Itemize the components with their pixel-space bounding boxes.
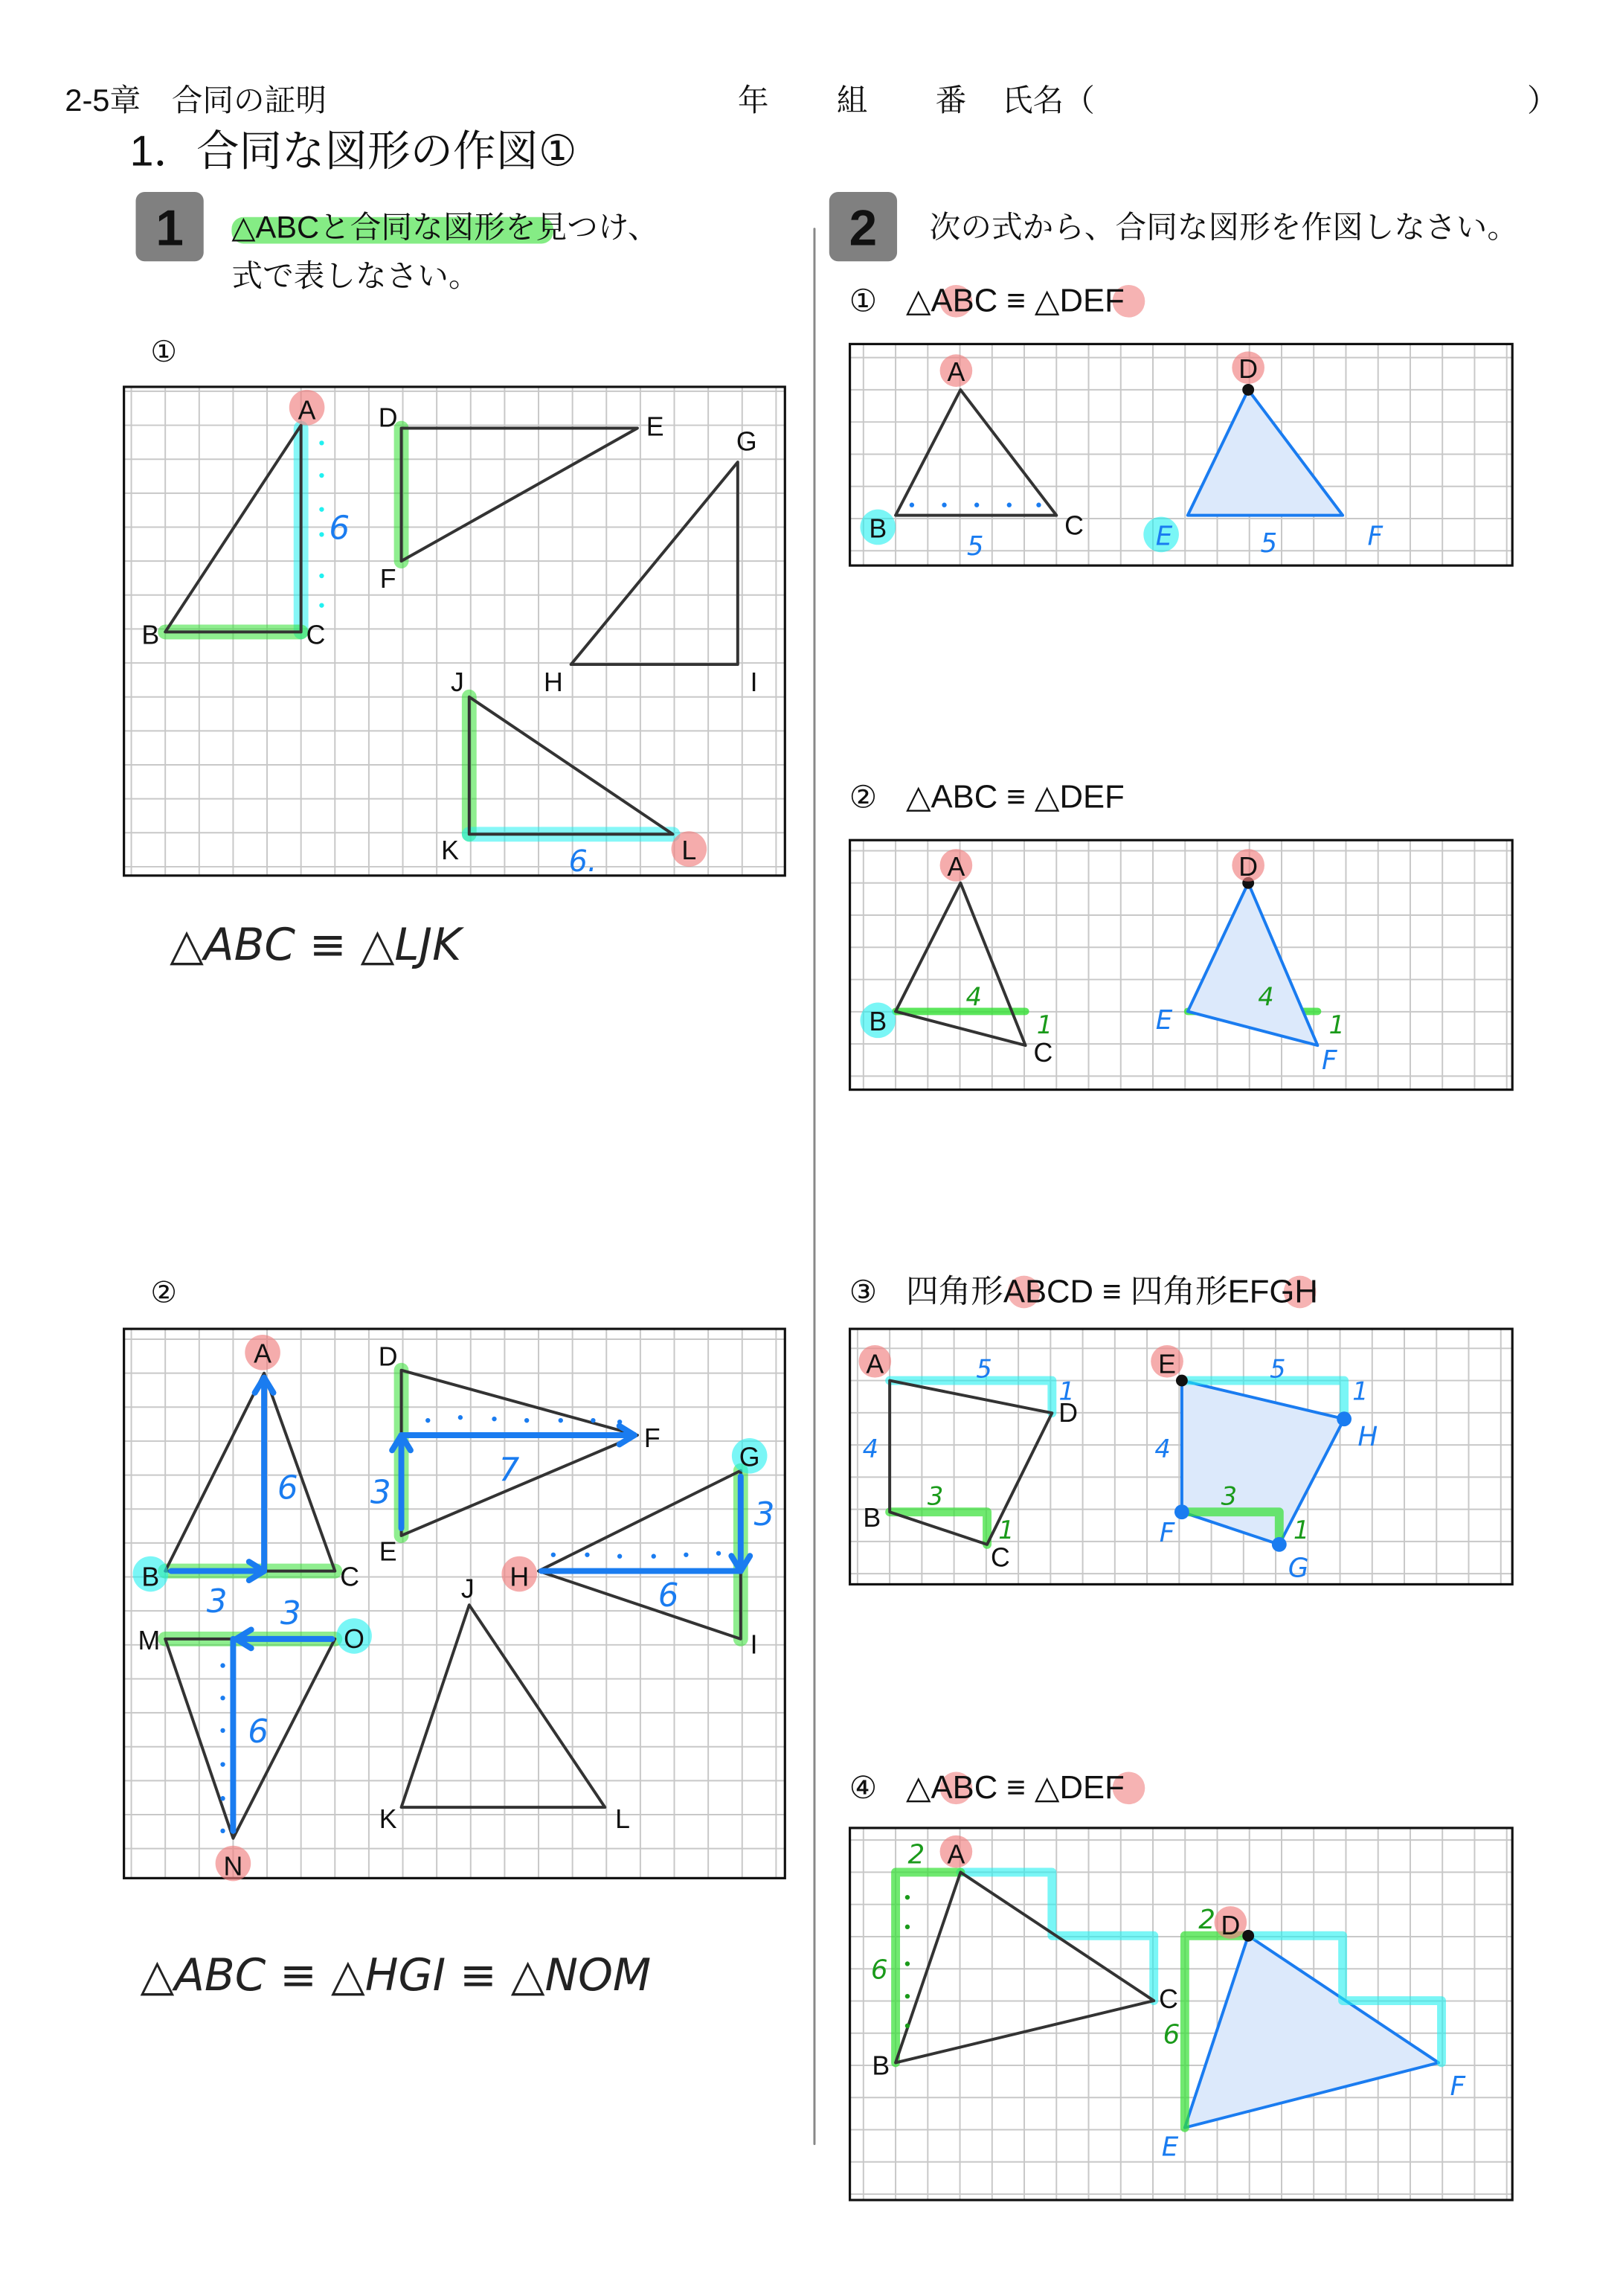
note-length: 6: [329, 509, 350, 548]
dot: [716, 1551, 721, 1556]
dot: [652, 1554, 656, 1559]
vertex-label: B: [869, 513, 887, 544]
badge-1-number: 1: [155, 200, 184, 257]
vertex-label: H: [510, 1562, 530, 1592]
vertex-dot: [1242, 384, 1254, 396]
vertex-label: B: [863, 1503, 881, 1533]
note-length: 5: [1270, 1354, 1286, 1384]
vertex-label: G: [1288, 1553, 1309, 1584]
vertex-label: E: [646, 411, 664, 442]
vertex-label: N: [223, 1851, 243, 1882]
dot: [617, 1420, 622, 1424]
q2-p2-expression: [849, 779, 1125, 815]
vertex-label: H: [1357, 1421, 1378, 1452]
dot: [425, 1418, 430, 1423]
problem-number: ③: [849, 1274, 878, 1309]
dot: [559, 1418, 563, 1423]
page-title: 1．合同な図形の作図①: [129, 127, 577, 176]
vertex-label: D: [378, 1341, 398, 1372]
q1-p2-answer: △ABC ≡ △HGI ≡ △NOM: [140, 1950, 652, 2002]
vertex-label: E: [1161, 2132, 1179, 2163]
name-close: ）: [1527, 82, 1558, 118]
problem-number: ②: [849, 779, 878, 815]
note-length: 6: [658, 1577, 679, 1615]
vertex-label: A: [947, 357, 965, 388]
dot: [1036, 503, 1041, 507]
note-length: 6: [277, 1469, 298, 1507]
dot: [905, 2024, 910, 2028]
dot: [319, 507, 324, 511]
dot: [942, 503, 946, 507]
vertex-dot: [1337, 1411, 1352, 1426]
dot: [220, 1829, 225, 1833]
congruence-expression: △ABC ≡ △DEF: [905, 778, 1125, 815]
note-length: 6.: [568, 844, 597, 879]
dot: [319, 603, 324, 607]
q2-panel-3-grid: [850, 1329, 1513, 1584]
q1-p2-label: ②: [150, 1276, 177, 1309]
q1-instruction-line2: 式で表しなさい。: [231, 257, 480, 294]
vertex-label: F: [1450, 2071, 1466, 2103]
congruence-expression: 四角形ABCD ≡ 四角形EFGH: [905, 1273, 1318, 1310]
note-length: 3: [1221, 1481, 1238, 1511]
q1-panel-1-grid: [124, 387, 785, 879]
vertex-label: L: [681, 836, 697, 866]
q2-panel-1-grid: [850, 344, 1513, 565]
vertex-label: C: [306, 620, 326, 650]
note-length: 5: [966, 531, 984, 562]
vertex-label: O: [344, 1623, 364, 1654]
q1-p1-label: ①: [150, 336, 177, 369]
dot: [458, 1415, 463, 1420]
class-label: 組: [836, 82, 868, 118]
note-length: 4: [1258, 982, 1274, 1012]
note-length: 3: [753, 1495, 775, 1534]
note-length: 3: [206, 1582, 228, 1621]
dot: [220, 1728, 225, 1733]
vertex-label: C: [1033, 1037, 1053, 1068]
q1-panel-2-grid: [124, 1329, 785, 1881]
congruence-expression: △ABC ≡ △DEF: [905, 1769, 1125, 1806]
vertex-label: G: [736, 426, 757, 457]
vertex-label: C: [991, 1542, 1010, 1573]
note-length: 1: [1328, 1010, 1345, 1040]
number-label: 番: [935, 82, 967, 118]
vertex-label: J: [460, 1574, 475, 1604]
vertex-dot: [1176, 1375, 1188, 1387]
note-length: 7: [498, 1451, 520, 1489]
dot: [319, 532, 324, 536]
vertex-label: J: [450, 667, 464, 697]
dot: [591, 1418, 595, 1423]
vertex-label: A: [254, 1338, 271, 1369]
dot: [905, 1895, 910, 1899]
dot: [492, 1417, 496, 1421]
chapter-title: 2-5章 合同の証明: [65, 82, 327, 118]
dot: [617, 1554, 622, 1559]
problem-number: ④: [849, 1770, 878, 1806]
dot: [524, 1418, 529, 1423]
dot: [910, 503, 914, 507]
badge-2-number: 2: [849, 200, 878, 257]
vertex-label: L: [615, 1803, 631, 1834]
vertex-label: D: [1058, 1398, 1079, 1428]
note-length: 1: [1058, 1376, 1075, 1406]
dot: [220, 1796, 225, 1800]
dot: [319, 473, 324, 478]
vertex-label: B: [141, 620, 160, 650]
note-length: 6: [248, 1712, 269, 1751]
vertex-label: M: [138, 1625, 161, 1655]
dot: [1007, 503, 1012, 507]
vertex-label: C: [1064, 510, 1084, 541]
note-length: 1: [1036, 1010, 1053, 1040]
question-1-header: [135, 192, 658, 293]
dot: [905, 1961, 910, 1966]
vertex-label: D: [378, 403, 398, 433]
dot: [551, 1553, 556, 1557]
vertex-label: D: [1238, 851, 1259, 882]
dot: [684, 1553, 688, 1557]
note-length: 4: [862, 1434, 879, 1463]
vertex-label: K: [441, 836, 459, 866]
question-2-header: [829, 192, 1518, 261]
vertex-label: F: [643, 1423, 661, 1453]
vertex-label: E: [1155, 1005, 1173, 1036]
note-length: 3: [927, 1481, 944, 1511]
dot: [220, 1663, 225, 1667]
vertex-label: F: [1367, 521, 1383, 552]
note-length: 3: [280, 1594, 301, 1633]
q2-p3-expression: [849, 1273, 1318, 1309]
vertex-label: B: [141, 1562, 160, 1592]
note-length: 5: [1260, 528, 1278, 559]
problem-number: ①: [849, 283, 878, 318]
note-length: 2: [1198, 1904, 1215, 1935]
q2-instruction: 次の式から、合同な図形を作図しなさい。: [929, 209, 1518, 245]
vertex-label: C: [1159, 1984, 1178, 2015]
page-header: [65, 83, 1558, 175]
vertex-label: A: [947, 1839, 965, 1870]
note-length: 5: [976, 1354, 992, 1384]
note-length: 4: [965, 982, 982, 1012]
vertex-label: K: [379, 1803, 397, 1834]
vertex-label: B: [869, 1007, 887, 1037]
vertex-label: F: [1159, 1517, 1175, 1548]
vertex-label: A: [298, 395, 316, 426]
vertex-label: C: [340, 1562, 360, 1592]
vertex-label: I: [750, 1629, 758, 1660]
note-length: 3: [370, 1473, 391, 1512]
note-length: 6: [870, 1955, 888, 1986]
vertex-label: G: [739, 1442, 760, 1472]
vertex-label: E: [379, 1536, 397, 1567]
dot: [905, 1994, 910, 1998]
dot: [319, 440, 324, 445]
note-length: 4: [1154, 1434, 1171, 1463]
note-length: 6: [1163, 2019, 1180, 2050]
vertex-label: D: [1221, 1910, 1241, 1940]
dot: [974, 503, 979, 507]
q2-panel-4-grid: [850, 1828, 1513, 2200]
dot: [905, 1925, 910, 1929]
q1-p1-answer: △ABC ≡ △LJK: [170, 919, 462, 971]
dot: [585, 1553, 589, 1557]
vertex-label: A: [866, 1349, 884, 1379]
vertex-label: E: [1155, 521, 1173, 552]
note-length: 2: [907, 1839, 925, 1870]
vertex-label: F: [379, 563, 396, 594]
vertex-dot: [1174, 1504, 1189, 1519]
q2-p1-expression: [849, 283, 1145, 319]
congruence-expression: △ABC ≡ △DEF: [905, 282, 1125, 319]
vertex-dot: [1242, 1930, 1254, 1942]
vertex-label: F: [1321, 1045, 1337, 1076]
dot: [220, 1696, 225, 1700]
note-length: 1: [1352, 1376, 1369, 1406]
vertex-label: I: [750, 667, 758, 697]
vertex-label: H: [543, 667, 563, 697]
note-length: 1: [1293, 1515, 1310, 1545]
note-length: 1: [998, 1515, 1015, 1545]
dot: [319, 574, 324, 578]
vertex-dot: [1272, 1537, 1287, 1552]
year-label: 年: [737, 82, 769, 118]
q2-panel-2-grid: [850, 840, 1513, 1089]
vertex-label: A: [947, 851, 965, 882]
vertex-label: D: [1238, 354, 1259, 385]
vertex-label: E: [1158, 1349, 1176, 1379]
q1-instruction-line1: △ABCと合同な図形を見つけ、: [231, 209, 659, 245]
dot: [220, 1762, 225, 1766]
name-label: 氏名（: [1001, 82, 1095, 118]
q2-p4-expression: [849, 1769, 1145, 1806]
vertex-label: B: [872, 2050, 890, 2081]
